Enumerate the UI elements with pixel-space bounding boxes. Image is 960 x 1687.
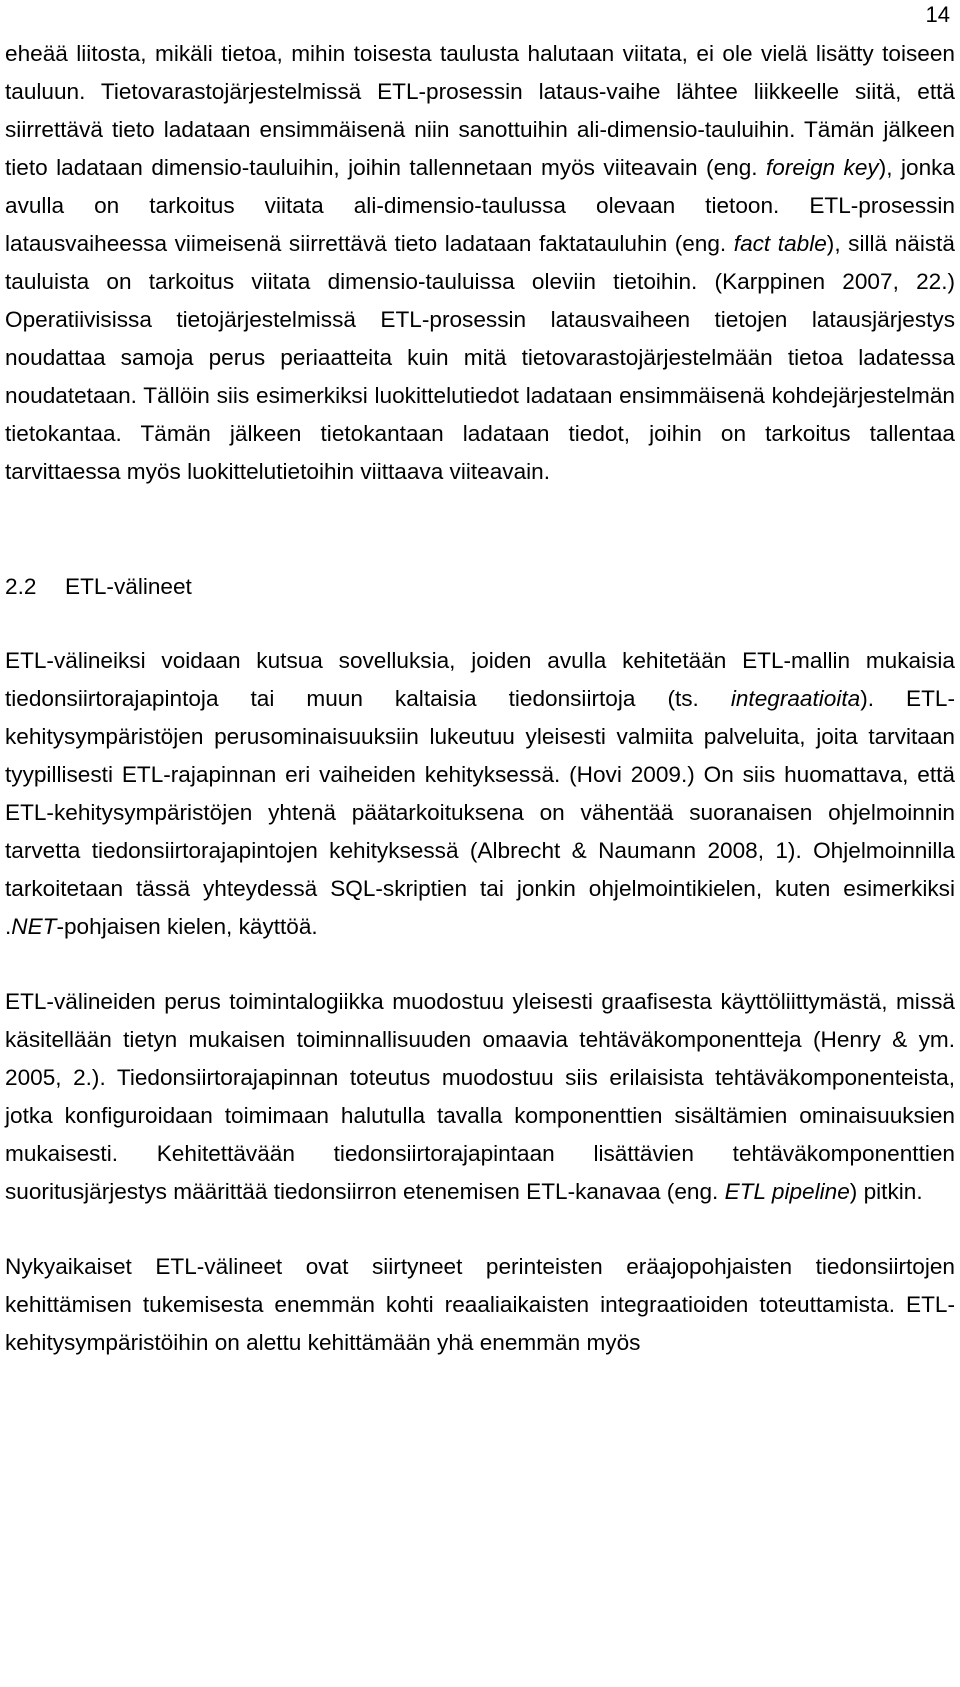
para3-text-2: ) pitkin. xyxy=(849,1179,923,1204)
para3-text-1: ETL-välineiden perus toimintalogiikka muodostuu yleisesti graafisesta käyttöliittymästä, missä käsitellään tietyn mukaisen toiminnallisuuden omaavia tehtäväkomponentteja (Henry & ym. 2005, 2.). Tiedonsiirtorajapinnan toteutus muodostuu siis erilaisista tehtäväkomponenteista, jotka konfiguroidaan toimimaan halutulla tavalla komponenttien sisältämien ominaisuuksien mukaisesti. Kehitettävään tiedonsiirtorajapintaan lisättävien tehtäväkomponenttien suoritusjärjestys määrittää tiedonsiirron etenemisen ETL-kanavaa (eng. xyxy=(5,989,955,1204)
para2-text-1: ETL-välineiksi voidaan kutsua sovelluksia, joiden avulla kehitetään ETL-mallin mukaisia tiedonsiirtorajapintoja tai muun kaltaisia tiedonsiirtoja (ts. xyxy=(5,648,955,711)
para1-italic-foreign-key: foreign key xyxy=(766,155,879,180)
para2-text-3: -pohjaisen kielen, käyttöä. xyxy=(56,914,318,939)
document-body xyxy=(5,35,955,1362)
para2-text-2: ). ETL-kehitysympäristöjen perusominaisuuksiin lukeutuu yleisesti valmiita palveluita, joita tarvitaan tyypillisesti ETL-rajapinnan eri vaiheiden kehityksessä. (Hovi 2009.) On siis huomattava, että ETL-kehitysympäristöjen yhtenä päätarkoituksena on vähentää suoranaisen ohjelmoinnin tarvetta tiedonsiirtorajapintojen kehityksessä (Albrecht & Naumann 2008, 1). Ohjelmoinnilla tarkoitetaan tässä yhteydessä SQL-skriptien tai jonkin ohjelmointikielen, kuten esimerkiksi . xyxy=(5,686,955,939)
section-heading xyxy=(5,568,955,606)
para2-italic-integraatioita: integraatioita xyxy=(730,686,861,711)
section-number: 2.2 xyxy=(5,574,37,599)
para1-italic-fact-table: fact table xyxy=(733,231,827,256)
paragraph-etl-logic xyxy=(5,983,955,1211)
paragraph-modern-etl xyxy=(5,1248,955,1362)
para4-text-1: Nykyaikaiset ETL-välineet ovat siirtyneet perinteisten eräajopohjaisten tiedonsiirtojen kehittämisen tukemisesta enemmän kohti reaaliaikaisten integraatioiden toteuttamista. ETL-kehitysympäristöihin on alettu kehittämään yhä enemmän myös xyxy=(5,1254,955,1355)
para1-text-2: ), jonka avulla on tarkoitus viitata ali-dimensio-taulussa olevaan tietoon. ETL-prosessin latausvaiheessa viimeisenä siirrettävä tieto ladataan faktatauluhin (eng. xyxy=(5,155,955,256)
paragraph-etl-tools xyxy=(5,642,955,946)
paragraph-etl-loading xyxy=(5,35,955,491)
para1-text-1: eheää liitosta, mikäli tietoa, mihin toisesta taulusta halutaan viitata, ei ole vielä lisätty toiseen tauluun. Tietovarastojärjestelmissä ETL-prosessin lataus-vaihe lähtee liikkeelle siitä, että siirrettävä tieto ladataan ensimmäisenä niin sanottuihin ali-dimensio-tauluihin. Tämän jälkeen tieto ladataan dimensio-tauluihin, joihin tallennetaan myös viiteavain (eng. xyxy=(5,41,955,180)
section-title: ETL-välineet xyxy=(65,574,192,599)
para1-text-3: ), sillä näistä tauluista on tarkoitus viitata dimensio-tauluissa oleviin tietoihin. (Karppinen 2007, 22.) Operatiivisissa tietojärjestelmissä ETL-prosessin latausvaiheen tietojen latausjärjestys noudattaa samoja perus periaatteita kuin mitä tietovarastojärjestelmään tietoa ladatessa noudatetaan. Tällöin siis esimerkiksi luokittelutiedot ladataan ensimmäisenä kohdejärjestelmän tietokantaa. Tämän jälkeen tietokantaan ladataan tiedot, joihin on tarkoitus tallentaa tarvittaessa myös luokittelutietoihin viittaava viiteavain. xyxy=(5,231,955,484)
page-number: 14 xyxy=(925,2,950,27)
para2-italic-net: NET xyxy=(11,914,57,939)
para3-italic-etl-pipeline: ETL pipeline xyxy=(724,1179,850,1204)
